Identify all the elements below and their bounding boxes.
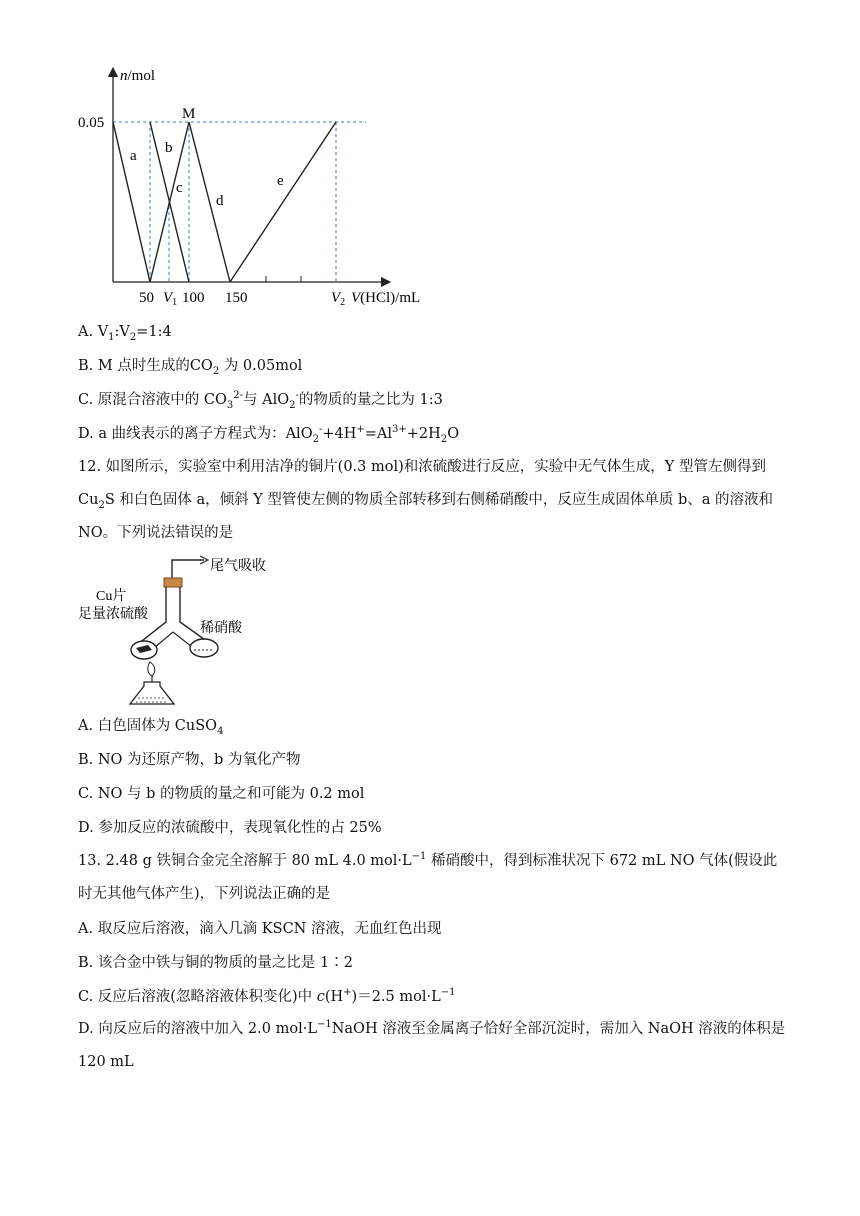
q11-option-c: C. 原混合溶液中的 $CO_3^{2-}$与 AlO$_2$-的物质的量之比为 1:3 xyxy=(78,390,443,411)
x-tick-100: 100 xyxy=(182,290,205,306)
q13-option-c: C. 反应后溶液(忽略溶液体积变化)中 c(H+)＝2.5 $mol\cdot L^{-1}$ xyxy=(78,987,456,1005)
y-tube xyxy=(138,587,208,644)
q12-option-d: D. 参加反应的浓硫酸中，表现氧化性的占 25% xyxy=(78,820,382,836)
curve-d xyxy=(189,122,230,282)
q12-option-a: A. 白色固体为 CuSO$_4$ xyxy=(78,718,224,737)
y-tube-apparatus xyxy=(76,552,286,710)
q13-option-b: B. 该合金中铁与铜的物质的量之比是 1∶2 xyxy=(78,955,353,971)
q11-option-b: B. M 点时生成的$CO_2$ 为 0.05mol xyxy=(78,358,303,377)
right-bulb xyxy=(190,639,218,657)
label-c: c xyxy=(176,180,183,196)
outlet-tube xyxy=(172,560,204,580)
label-b: b xyxy=(165,140,173,156)
q11-option-a: A. $V_1:V_2=1:4$ xyxy=(78,324,172,343)
curve-a xyxy=(113,122,150,282)
x-tick-v2: $V_2$ xyxy=(331,290,346,308)
flame xyxy=(148,662,155,676)
q12-option-c: C. NO 与 b 的物质的量之和可能为 0.2 mol xyxy=(78,786,365,802)
stopper xyxy=(164,578,182,587)
x-tick-50: 50 xyxy=(139,290,154,306)
x-axis-label: V(HCl)/mL xyxy=(351,290,421,306)
x-tick-v1: $V_1$ xyxy=(163,290,178,308)
dilute-nitric-label: 稀硝酸 xyxy=(200,621,242,636)
q12-option-b: B. NO 为还原产物，b 为氧化产物 xyxy=(78,752,301,768)
q13-option-d: D. 向反应后的溶液中加入 2.0 $mol\cdot L^{-1}NaOH$ 溶液至金属离子恰好全部沉淀时，需加入 NaOH 溶液的体积是 120 mL xyxy=(78,1019,786,1070)
curve-e xyxy=(230,122,336,282)
y-tube-inner xyxy=(154,632,192,648)
tail-gas-label: 尾气吸收 xyxy=(210,559,266,574)
graph xyxy=(70,60,421,310)
q11-option-d: D. a 曲线表示的离子方程式为：$AlO_2^-+4H^+=Al^{3+}+2H_2O$ xyxy=(78,424,460,445)
y-axis-label: n/mol xyxy=(120,68,156,84)
point-m-label: M xyxy=(182,106,196,122)
alcohol-lamp xyxy=(130,682,174,704)
conc-acid-label: 足量浓硫酸 xyxy=(78,607,148,622)
label-a: a xyxy=(130,148,137,164)
q12-stem: 12. 如图所示，实验室中利用洁净的铜片(0.3 mol)和浓硫酸进行反应，实验中无气体生成，Y 型管左侧得到 $Cu_2S$ 和白色固体 a，倾斜 Y 型管使左侧的物质全部转移到右侧稀硝酸中，反应生成固体单质 b、a 的溶液和 NO。下列说法错误的是 xyxy=(78,459,774,541)
cu-label: Cu片 xyxy=(96,589,127,604)
label-e: e xyxy=(277,173,284,189)
label-d: d xyxy=(216,193,224,209)
x-tick-150: 150 xyxy=(225,290,248,306)
q13-option-a: A. 取反应后溶液，滴入几滴 KSCN 溶液，无血红色出现 xyxy=(78,921,442,937)
y-tick-0.05: 0.05 xyxy=(78,115,105,131)
q13-stem: 13. 2.48 g 铁铜合金完全溶解于 80 mL 4.0 $mol\cdot L^{-1}$ 稀硝酸中，得到标准状况下 672 mL NO 气体(假设此时无其他气体产生)，下列说法正确的是 xyxy=(78,851,778,902)
